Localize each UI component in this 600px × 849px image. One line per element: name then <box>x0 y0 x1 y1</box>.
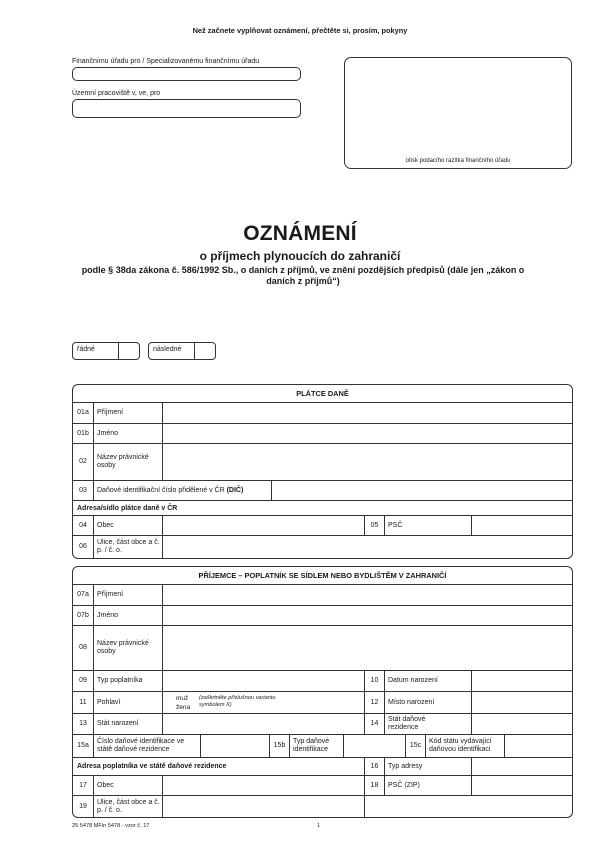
gender-female-option[interactable]: žena <box>176 704 191 711</box>
recipient-firstname-input[interactable] <box>163 606 572 625</box>
payer-surname-input[interactable] <box>163 403 572 423</box>
row-number: 16 <box>365 758 385 775</box>
form-subtitle: o příjmech plynoucích do zahraničí <box>199 249 401 263</box>
row-label: Typ daňové identifikace <box>290 735 344 757</box>
row-label: Jméno <box>94 606 163 625</box>
row-number: 18 <box>365 776 385 795</box>
gender-options <box>176 694 190 712</box>
row-label: Stát narození <box>94 714 163 734</box>
row-label: PSČ (ZIP) <box>385 776 472 795</box>
row-number: 10 <box>365 671 385 691</box>
row-label: Ulice, část obce a č. p. / č. o. <box>94 536 163 558</box>
row-number: 11 <box>73 692 94 713</box>
payer-row-06 <box>73 536 572 558</box>
birth-country-input[interactable] <box>163 714 365 734</box>
row-number: 15c <box>406 735 426 757</box>
address-type-input[interactable] <box>472 758 572 775</box>
row-number: 06 <box>73 536 94 558</box>
row-label: Obec <box>94 776 163 795</box>
form-code: 25 5478 MFin 5478 - vzor č. 17 <box>72 823 150 829</box>
row-label <box>94 481 272 500</box>
payer-row-01a <box>73 403 572 424</box>
tax-id-country-input[interactable] <box>505 735 572 757</box>
tax-id-type-input[interactable] <box>344 735 406 757</box>
row-label: Datum narození <box>385 671 472 691</box>
payer-heading: PLÁTCE DANĚ <box>73 385 572 403</box>
row-label: Ulice, část obce a č. p. / č. o. <box>94 796 163 817</box>
recipient-city-input[interactable] <box>163 776 365 795</box>
recipient-row-09 <box>73 671 572 692</box>
row-label: Jméno <box>94 424 163 443</box>
recipient-row-17 <box>73 776 572 796</box>
row-number: 15a <box>73 735 94 757</box>
recipient-heading: PŘÍJEMCE – POPLATNÍK SE SÍDLEM NEBO BYDLIŠTĚM V ZAHRANIČÍ <box>73 567 572 585</box>
payer-company-input[interactable] <box>163 444 572 480</box>
row-label: Příjmení <box>94 585 163 605</box>
payer-street-input[interactable] <box>163 536 572 558</box>
row-number: 14 <box>365 714 385 734</box>
row-number: 07b <box>73 606 94 625</box>
row-label: Obec <box>94 516 163 535</box>
recipient-row-08 <box>73 626 572 671</box>
subsequent-label: následné <box>153 346 182 353</box>
stamp-label: otisk podacího razítka finančního úřadu <box>405 158 511 164</box>
page-number: 1 <box>317 823 321 829</box>
birth-place-input[interactable] <box>472 692 572 713</box>
row-number: 04 <box>73 516 94 535</box>
row-label: Místo narození <box>385 692 472 713</box>
payer-city-input[interactable] <box>163 516 365 535</box>
row-label: Kód státu vydávající daňovou identifikaci <box>426 735 505 757</box>
recipient-street-input[interactable] <box>163 796 365 817</box>
row-number: 02 <box>73 444 94 480</box>
payer-section <box>72 384 573 559</box>
subsequent-checkbox[interactable] <box>194 343 215 359</box>
regular-option[interactable] <box>72 342 140 360</box>
tax-office-field[interactable] <box>72 67 301 81</box>
row-label: Název právnické osoby <box>94 444 163 480</box>
recipient-row-11 <box>73 692 572 714</box>
recipient-row-16 <box>73 758 572 776</box>
dic-label-bold: (DIČ) <box>226 486 244 494</box>
tax-id-number-input[interactable] <box>201 735 270 757</box>
form-title: OZNÁMENÍ <box>243 222 357 245</box>
row-label: PSČ <box>385 516 472 535</box>
payer-address-heading-row <box>73 501 572 516</box>
subsequent-option[interactable] <box>148 342 216 360</box>
form-description: podle § 38da zákona č. 586/1992 Sb., o daních z příjmů, ve znění pozdějších předpisů (dále jen „zákon o daních z příjmů“) <box>81 265 525 286</box>
row-number: 01b <box>73 424 94 443</box>
tax-office-label: Finančnímu úřadu pro / Specializovanému finančnímu úřadu <box>72 58 260 65</box>
gender-cell[interactable] <box>163 692 365 713</box>
row-label: Typ poplatníka <box>94 671 163 691</box>
recipient-row-07a <box>73 585 572 606</box>
payer-firstname-input[interactable] <box>163 424 572 443</box>
birth-date-input[interactable] <box>472 671 572 691</box>
workplace-label: Územní pracoviště v, ve, pro <box>72 90 161 97</box>
row-number: 05 <box>365 516 385 535</box>
row-label: Stát daňové rezidence <box>385 714 472 734</box>
payer-row-03 <box>73 481 572 501</box>
taxpayer-type-input[interactable] <box>163 671 365 691</box>
recipient-address-heading: Adresa poplatníka ve státě daňové rezidence <box>73 758 365 775</box>
gender-note: (zaškrtněte příslušnou variantu symbolem X) <box>199 695 276 708</box>
payer-row-02 <box>73 444 572 481</box>
row-label: Příjmení <box>94 403 163 423</box>
recipient-row-07b <box>73 606 572 626</box>
row-number: 01a <box>73 403 94 423</box>
payer-address-heading: Adresa/sídlo plátce daně v ČR <box>77 504 178 512</box>
recipient-zip-input[interactable] <box>472 776 572 795</box>
row-label: Pohlaví <box>94 692 163 713</box>
row-number: 15b <box>270 735 290 757</box>
residence-country-input[interactable] <box>472 714 572 734</box>
recipient-section <box>72 566 573 818</box>
row-number: 17 <box>73 776 94 795</box>
workplace-field[interactable] <box>72 99 301 118</box>
row-number: 13 <box>73 714 94 734</box>
row-number: 12 <box>365 692 385 713</box>
gender-male-option[interactable]: muž <box>176 695 189 702</box>
filing-stamp-box <box>344 57 572 169</box>
recipient-row-15 <box>73 735 572 758</box>
recipient-company-input[interactable] <box>163 626 572 670</box>
payer-row-04 <box>73 516 572 536</box>
recipient-row-13 <box>73 714 572 735</box>
row-label: Číslo daňové identifikace ve státě daňové rezidence <box>94 735 201 757</box>
row-number: 09 <box>73 671 94 691</box>
row-number: 03 <box>73 481 94 500</box>
regular-label: řádné <box>77 346 95 353</box>
recipient-surname-input[interactable] <box>163 585 572 605</box>
dic-label: Daňové identifikační číslo přidělené v ČR <box>97 486 225 494</box>
row-number: 19 <box>73 796 94 817</box>
regular-checkbox[interactable] <box>118 343 139 359</box>
recipient-row-19 <box>73 796 572 817</box>
row-label: Typ adresy <box>385 758 472 775</box>
instructions-note: Než začnete vyplňovat oznámení, přečtěte si, prosím, pokyny <box>192 26 408 35</box>
row-label: Název právnické osoby <box>94 626 163 670</box>
row-number: 08 <box>73 626 94 670</box>
payer-row-01b <box>73 424 572 444</box>
payer-zip-input[interactable] <box>472 516 572 535</box>
payer-dic-input[interactable] <box>272 481 572 500</box>
row-number: 07a <box>73 585 94 605</box>
